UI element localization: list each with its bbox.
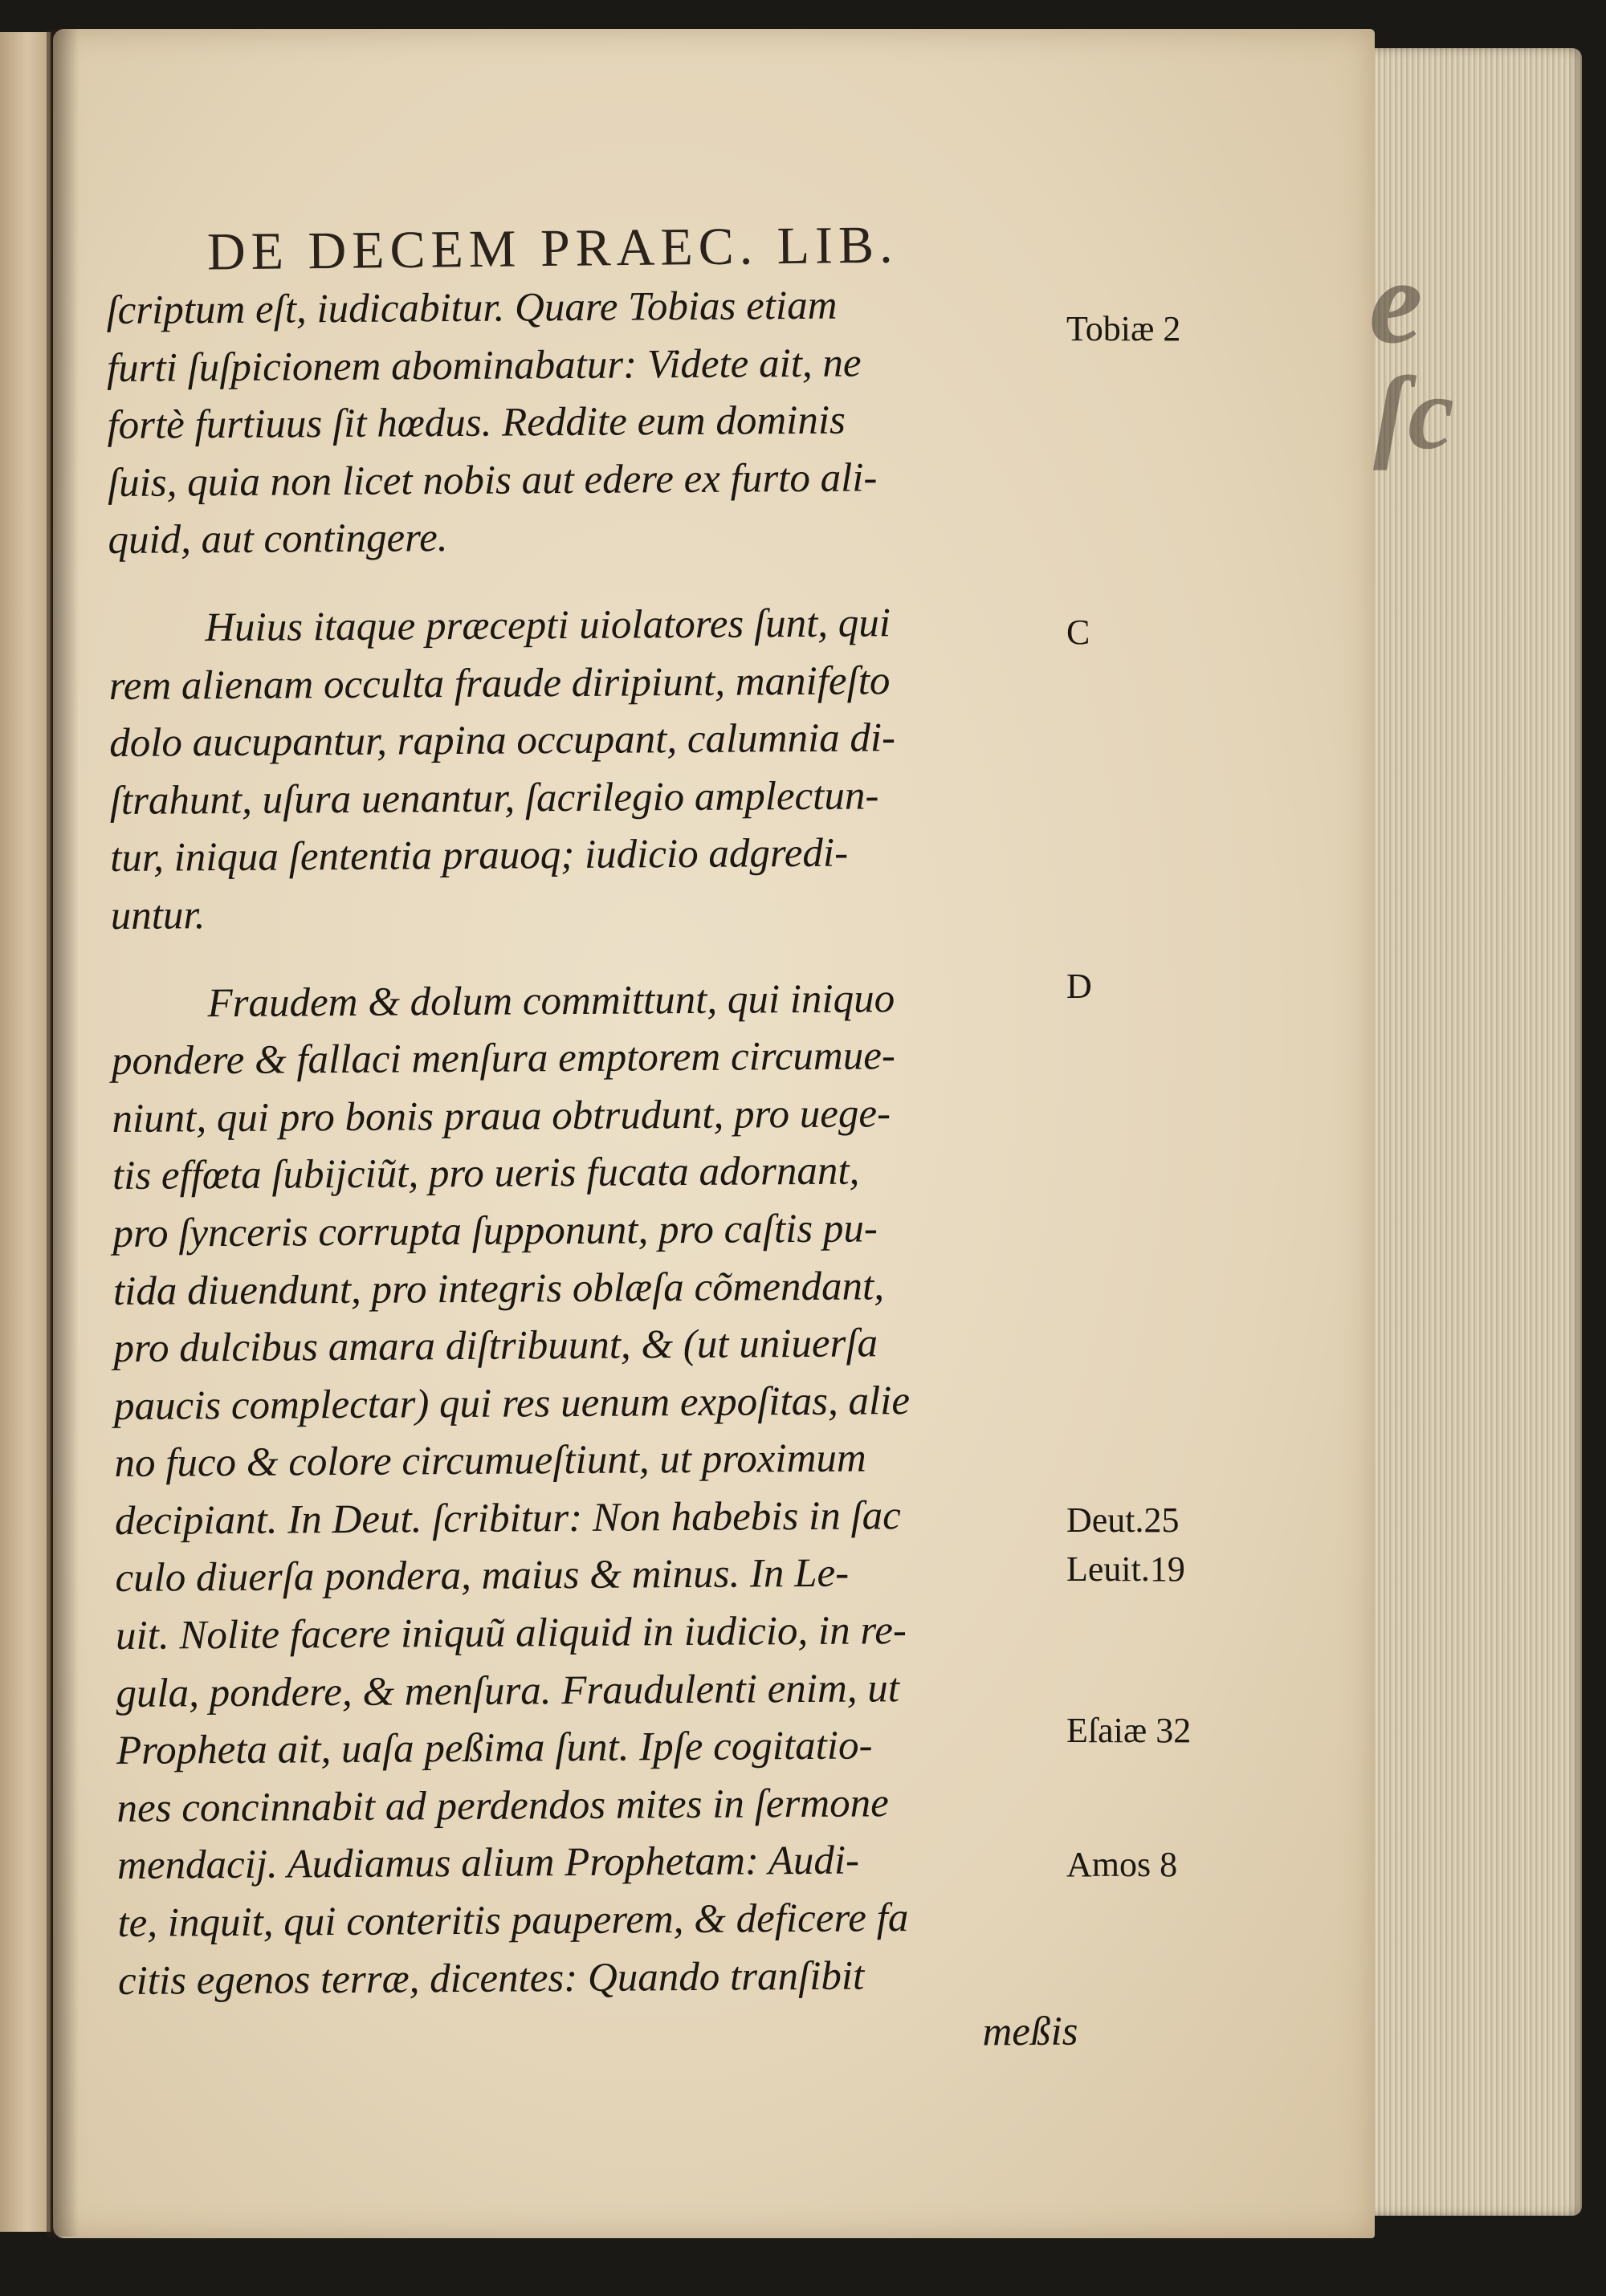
margin-note: Leuit.19 [1066, 1549, 1185, 1589]
paragraph [108, 594, 1070, 946]
text-line: citis egenos terræ, dicentes: Quando tranſibit [117, 1953, 865, 2004]
margin-note: D [1066, 967, 1092, 1006]
catchword: meßis [982, 2009, 1078, 2055]
text-line: quid, aut contingere. [108, 515, 448, 564]
margin-note: Tobiæ 2 [1066, 309, 1181, 348]
show-through-ink: ſc [1373, 356, 1454, 471]
margin-note: Eſaiæ 32 [1066, 1711, 1192, 1750]
text-line: culo diuerſa pondera, maius & minus. In Le- [115, 1551, 850, 1602]
margin-note: C [1066, 613, 1090, 652]
text-line: te, inquit, qui conteritis pauperem, & deficere fa [117, 1895, 909, 1947]
text-line: Propheta ait, uaſa peßima ſunt. Ipſe cogitatio- [116, 1723, 873, 1774]
left-page-edge [0, 32, 51, 2232]
text-line: niunt, qui pro bonis praua obtrudunt, pro uege- [112, 1090, 891, 1142]
text-line: pondere & fallaci menſura emptorem circumue- [111, 1033, 896, 1085]
text-line: uit. Nolite facere iniquũ aliquid in iudicio, in re- [115, 1608, 907, 1659]
paragraph [106, 276, 1067, 570]
text-line: tis effœta ſubijciũt, pro ueris fucata adornant, [112, 1148, 860, 1199]
text-line: no fuco & colore circumueſtiunt, ut proximum [114, 1435, 866, 1487]
text-line: decipiant. In Deut. ſcribitur: Non habebis in ſac [114, 1493, 901, 1544]
text-line: mendacij. Audiamus alium Prophetam: Audi- [116, 1838, 860, 1889]
show-through-ink: e [1369, 235, 1423, 368]
text-column [106, 276, 1078, 2068]
text-line: ſtrahunt, uſura uenantur, ſacrilegio amplectun- [109, 773, 879, 824]
text-line: dolo aucupantur, rapina occupant, calumnia di- [109, 715, 896, 767]
text-line: Fraudem & dolum committunt, qui iniquo [207, 975, 895, 1026]
text-line: pro ſynceris corrupta ſupponunt, pro caſtis pu- [112, 1206, 878, 1256]
text-line: ſcriptum eſt, iudicabitur. Quare Tobias etiam [106, 283, 838, 334]
running-head: DE DECEM PRAEC. LIB. [206, 215, 899, 282]
paragraph [111, 969, 1078, 2010]
margin-note: Amos 8 [1066, 1845, 1178, 1884]
text-line: tur, iniqua ſententia prauoq; iudicio adgredi- [110, 830, 849, 881]
text-line: fortè furtiuus ſit hœdus. Reddite eum dominis [107, 397, 846, 449]
spine-shadow [47, 29, 79, 2237]
text-line: tida diuendunt, pro integris oblæſa cõmendant, [112, 1263, 885, 1314]
text-line: paucis complectar) qui res uenum expoſitas, alie [113, 1378, 911, 1429]
text-line: untur. [110, 893, 206, 938]
text-line: Huius itaque præcepti uiolatores ſunt, qui [205, 600, 891, 651]
text-line: ſuis, quia non licet nobis aut edere ex furto ali- [107, 455, 878, 506]
text-line: nes concinnabit ad perdendos mites in ſermone [116, 1781, 889, 1831]
margin-note: Deut.25 [1066, 1500, 1180, 1540]
text-line: furti ſuſpicionem abominabatur: Videte ait, ne [106, 340, 862, 391]
text-line: gula, pondere, & menſura. Fraudulenti enim, ut [116, 1665, 900, 1716]
text-line: rem alienam occulta fraude diripiunt, manifeſto [108, 657, 891, 709]
text-line: pro dulcibus amara diſtribuunt, & (ut uniuerſa [113, 1321, 878, 1372]
